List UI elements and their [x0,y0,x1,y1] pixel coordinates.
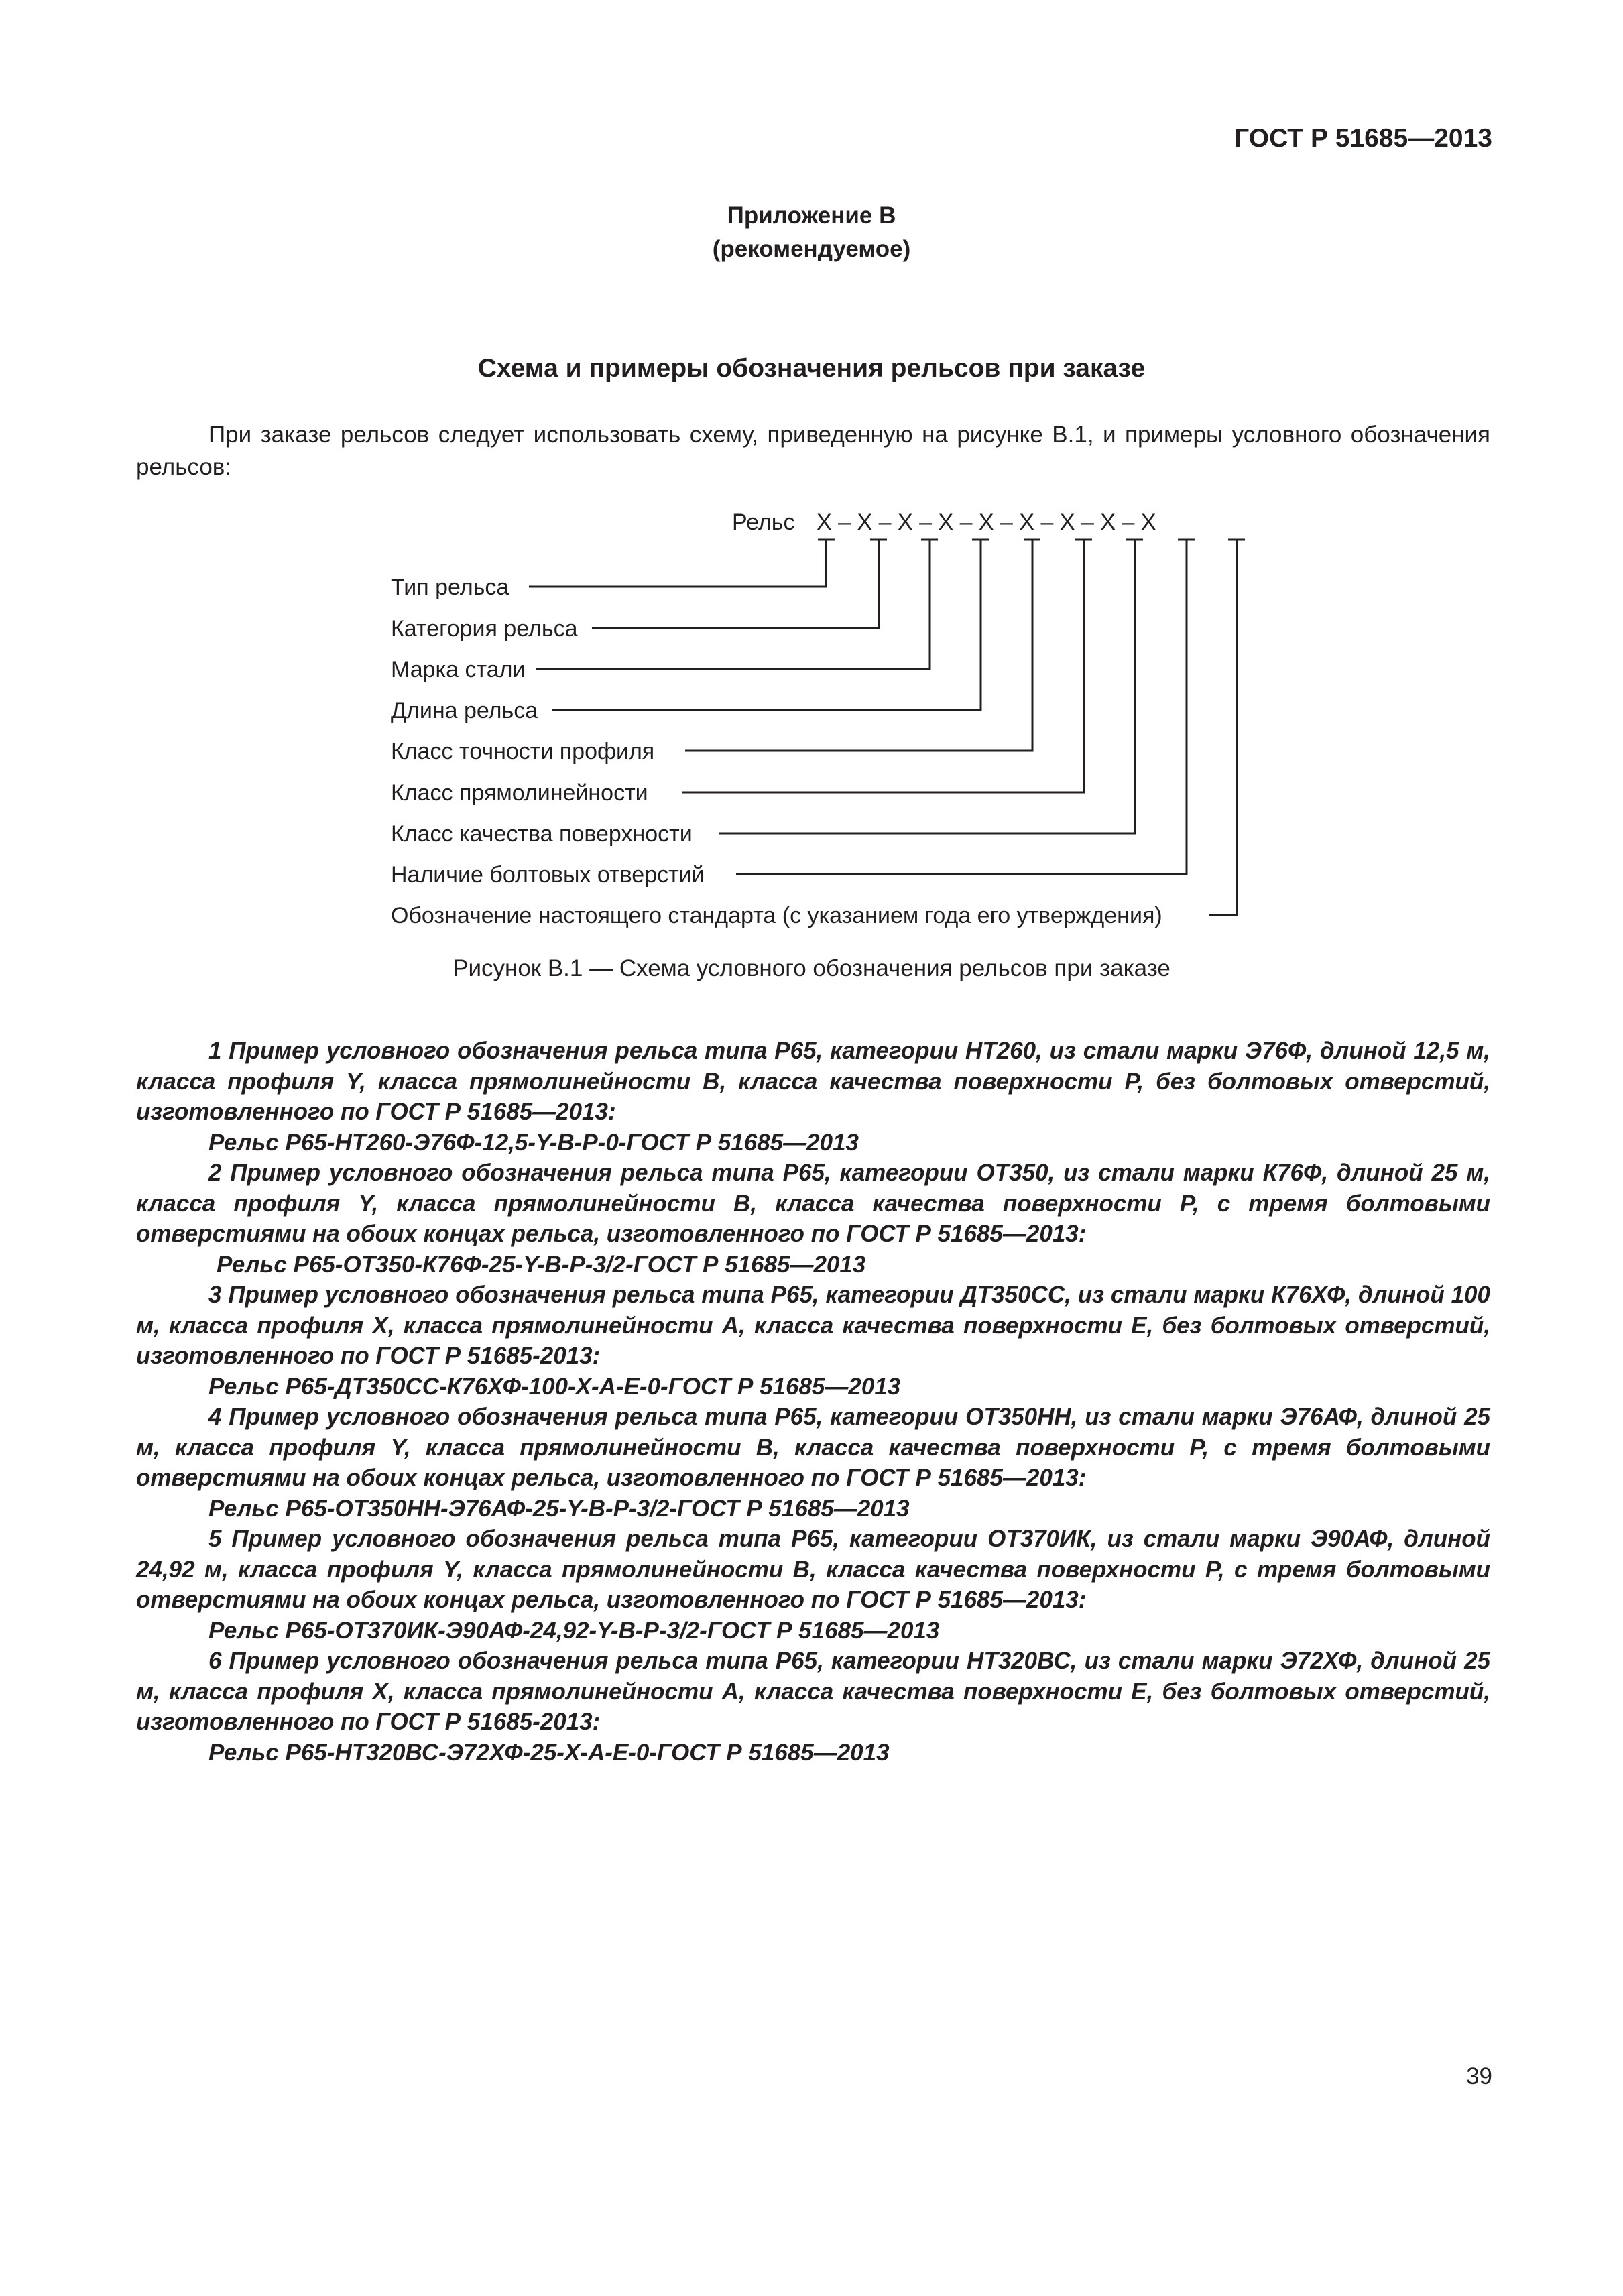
example-6-text: 6 Пример условного обозначения рельса типа Р65, категории НТ320ВС, из стали марки Э72ХФ, длиной 25 м, класса профиля X, класса прямолинейности А, класса качества поверхности Е, без болтовых отверстий, изготовленного по ГОСТ Р 51685-2013: [136,1648,1490,1735]
scheme-label-surface-class: Класс качества поверхности [391,821,693,847]
standard-number-header: ГОСТ Р 51685—2013 [1234,124,1492,153]
figure-caption: Рисунок В.1 — Схема условного обозначения рельсов при заказе [453,955,1170,981]
designation-scheme-diagram [0,0,1623,945]
scheme-label-steel-grade: Марка стали [391,657,526,682]
example-6-designation: Рельс Р65-НТ320ВС-Э72ХФ-25-X-А-Е-0-ГОСТ Р 51685—2013 [208,1739,890,1766]
example-1-designation: Рельс Р65-НТ260-Э76Ф-12,5-Y-В-Р-0-ГОСТ Р 51685—2013 [208,1129,859,1156]
scheme-label-standard-designation: Обозначение настоящего стандарта (с указанием года его утверждения) [391,903,1162,928]
example-4-text: 4 Пример условного обозначения рельса типа Р65, категории ОТ350НН, из стали марки Э76АФ, длиной 25 м, класса профиля Y, класса прямолинейности В, класса качества поверхности Р, с тремя болтовыми отверстиями на обоих концах рельса, изготовленного по ГОСТ Р 51685—2013: [136,1404,1490,1491]
example-2-designation: Рельс Р65-ОТ350-К76Ф-25-Y-В-Р-3/2-ГОСТ Р 51685—2013 [217,1251,866,1278]
scheme-label-straightness-class: Класс прямолинейности [391,780,648,806]
example-4-designation: Рельс Р65-ОТ350НН-Э76АФ-25-Y-В-Р-3/2-ГОСТ Р 51685—2013 [208,1495,910,1522]
scheme-label-rail-length: Длина рельса [391,698,538,723]
scheme-leader-lines [529,540,1245,915]
section-title: Схема и примеры обозначения рельсов при заказе [477,354,1146,383]
example-3-text: 3 Пример условного обозначения рельса типа Р65, категории ДТ350СС, из стали марки К76ХФ, длиной 100 м, класса профиля X, класса прямолинейности А, класса качества поверхности Е, без болтовых отверстий, изготовленного по ГОСТ Р 51685-2013: [136,1282,1490,1369]
examples-block [136,1036,1490,1768]
appendix-title: Приложение В [727,202,896,229]
example-5-designation: Рельс Р65-ОТ370ИК-Э90АФ-24,92-Y-В-Р-3/2-ГОСТ Р 51685—2013 [208,1617,940,1644]
appendix-status: (рекомендуемое) [712,236,911,262]
scheme-label-rail-category: Категория рельса [391,616,578,642]
scheme-label-rail-type: Тип рельса [391,575,509,600]
scheme-label-profile-class: Класс точности профиля [391,739,655,764]
page-number: 39 [1466,2063,1492,2090]
example-3-designation: Рельс Р65-ДТ350СС-К76ХФ-100-X-А-Е-0-ГОСТ Р 51685—2013 [208,1373,901,1400]
scheme-prefix: Рельс [732,509,795,535]
scheme-pattern: X – X – X – X – X – X – X – X – X [817,509,1156,535]
intro-paragraph: При заказе рельсов следует использовать схему, приведенную на рисунке В.1, и примеры условного обозначения рельсов: [136,422,1490,480]
scheme-label-bolt-holes: Наличие болтовых отверстий [391,862,705,888]
example-2-text: 2 Пример условного обозначения рельса типа Р65, категории ОТ350, из стали марки К76Ф, длиной 25 м, класса профиля Y, класса прямолинейности В, класса качества поверхности Р, с тремя болтовыми отверстиями на обоих концах рельса, изготовленного по ГОСТ Р 51685—2013: [136,1160,1490,1247]
example-5-text: 5 Пример условного обозначения рельса типа Р65, категории ОТ370ИК, из стали марки Э90АФ, длиной 24,92 м, класса профиля Y, класса прямолинейности В, класса качества поверхности Р, с тремя болтовыми отверстиями на обоих концах рельса, изготовленного по ГОСТ Р 51685—2013: [136,1526,1490,1613]
example-1-text: 1 Пример условного обозначения рельса типа Р65, категории НТ260, из стали марки Э76Ф, длиной 12,5 м, класса профиля Y, класса прямолинейности В, класса качества поверхности Р, без болтовых отверстий, изготовленного по ГОСТ Р 51685—2013: [136,1038,1490,1125]
